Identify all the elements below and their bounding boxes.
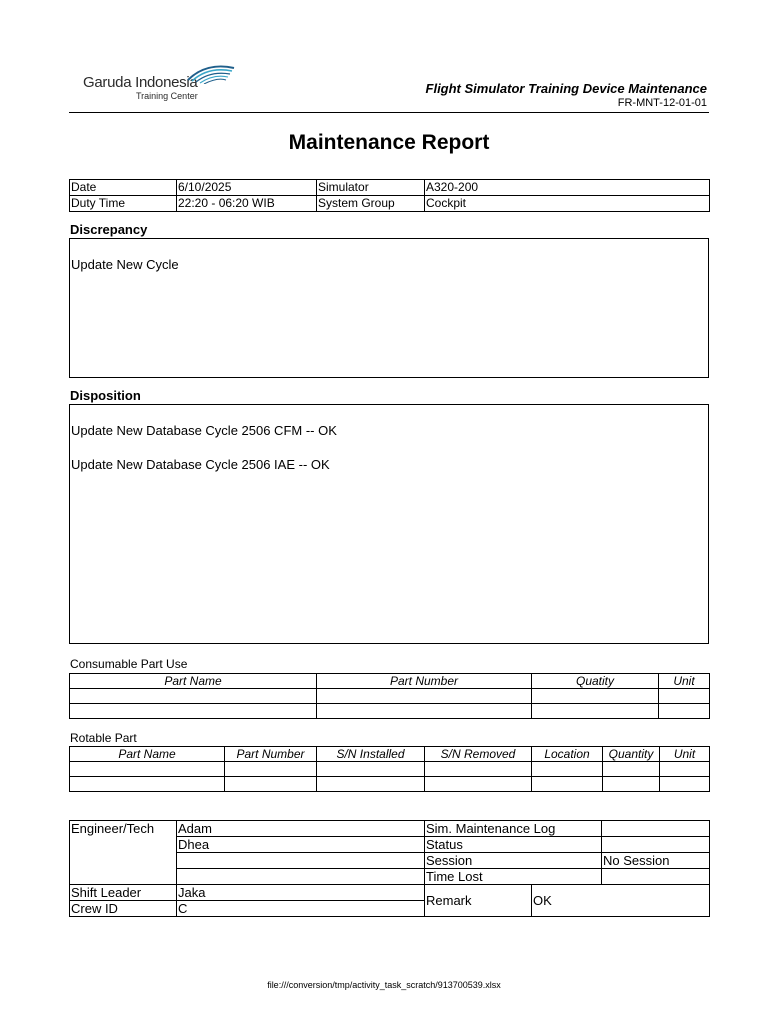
logo-subtitle: Training Center [136, 91, 198, 101]
engineer-name: Adam [177, 821, 425, 837]
column-header: Unit [660, 747, 710, 762]
consumable-table [69, 673, 710, 719]
sim-maintenance-log-label: Sim. Maintenance Log [425, 821, 602, 837]
sim-maintenance-log-value [602, 821, 710, 837]
simulator-label: Simulator [317, 180, 425, 196]
column-header: Part Name [70, 674, 317, 689]
shift-leader-label: Shift Leader [70, 885, 177, 901]
column-header: Part Number [225, 747, 317, 762]
table-row [70, 704, 710, 719]
duty-time-label: Duty Time [70, 196, 177, 212]
column-header: S/N Installed [317, 747, 425, 762]
session-value: No Session [602, 853, 710, 869]
crew-id-value: C [177, 901, 425, 917]
disposition-label: Disposition [70, 388, 141, 403]
header-divider [69, 112, 709, 113]
column-header: Unit [659, 674, 710, 689]
table-row [70, 777, 710, 792]
discrepancy-text: Update New Cycle [71, 257, 179, 272]
footer-file-path: file:///conversion/tmp/activity_task_scratch/913700539.xlsx [267, 980, 501, 990]
status-label: Status [425, 837, 602, 853]
engineer-name: Dhea [177, 837, 425, 853]
info-table [69, 179, 710, 212]
date-value: 6/10/2025 [177, 180, 317, 196]
date-label: Date [70, 180, 177, 196]
column-header: Part Number [317, 674, 532, 689]
simulator-value: A320-200 [425, 180, 710, 196]
column-header: Quatity [532, 674, 659, 689]
time-lost-value [602, 869, 710, 885]
engineer-tech-label: Engineer/Tech [70, 821, 177, 885]
logo-name: Garuda Indonesia [83, 74, 198, 91]
crew-id-label: Crew ID [70, 901, 177, 917]
duty-time-value: 22:20 - 06:20 WIB [177, 196, 317, 212]
rotable-label: Rotable Part [70, 731, 137, 745]
shift-leader-value: Jaka [177, 885, 425, 901]
table-row [70, 689, 710, 704]
status-value [602, 837, 710, 853]
rotable-table [69, 746, 710, 792]
garuda-bird-logo-icon [186, 62, 236, 84]
document-title: Flight Simulator Training Device Maintenance [425, 81, 707, 96]
consumable-label: Consumable Part Use [70, 657, 188, 671]
remark-value: OK [532, 885, 710, 917]
column-header: Quantity [603, 747, 660, 762]
column-header: Part Name [70, 747, 225, 762]
signoff-table [69, 820, 710, 917]
discrepancy-box [69, 238, 709, 378]
document-code: FR-MNT-12-01-01 [617, 97, 707, 109]
table-row [70, 762, 710, 777]
page-title: Maintenance Report [288, 131, 490, 154]
remark-label: Remark [425, 885, 532, 917]
time-lost-label: Time Lost [425, 869, 602, 885]
engineer-name-empty [177, 869, 425, 885]
column-header: Location [532, 747, 603, 762]
system-group-value: Cockpit [425, 196, 710, 212]
disposition-box [69, 404, 709, 644]
discrepancy-label: Discrepancy [70, 222, 148, 237]
disposition-line: Update New Database Cycle 2506 IAE -- OK [71, 457, 330, 472]
session-label: Session [425, 853, 602, 869]
system-group-label: System Group [317, 196, 425, 212]
disposition-line: Update New Database Cycle 2506 CFM -- OK [71, 423, 337, 438]
engineer-name-empty [177, 853, 425, 869]
column-header: S/N Removed [425, 747, 532, 762]
